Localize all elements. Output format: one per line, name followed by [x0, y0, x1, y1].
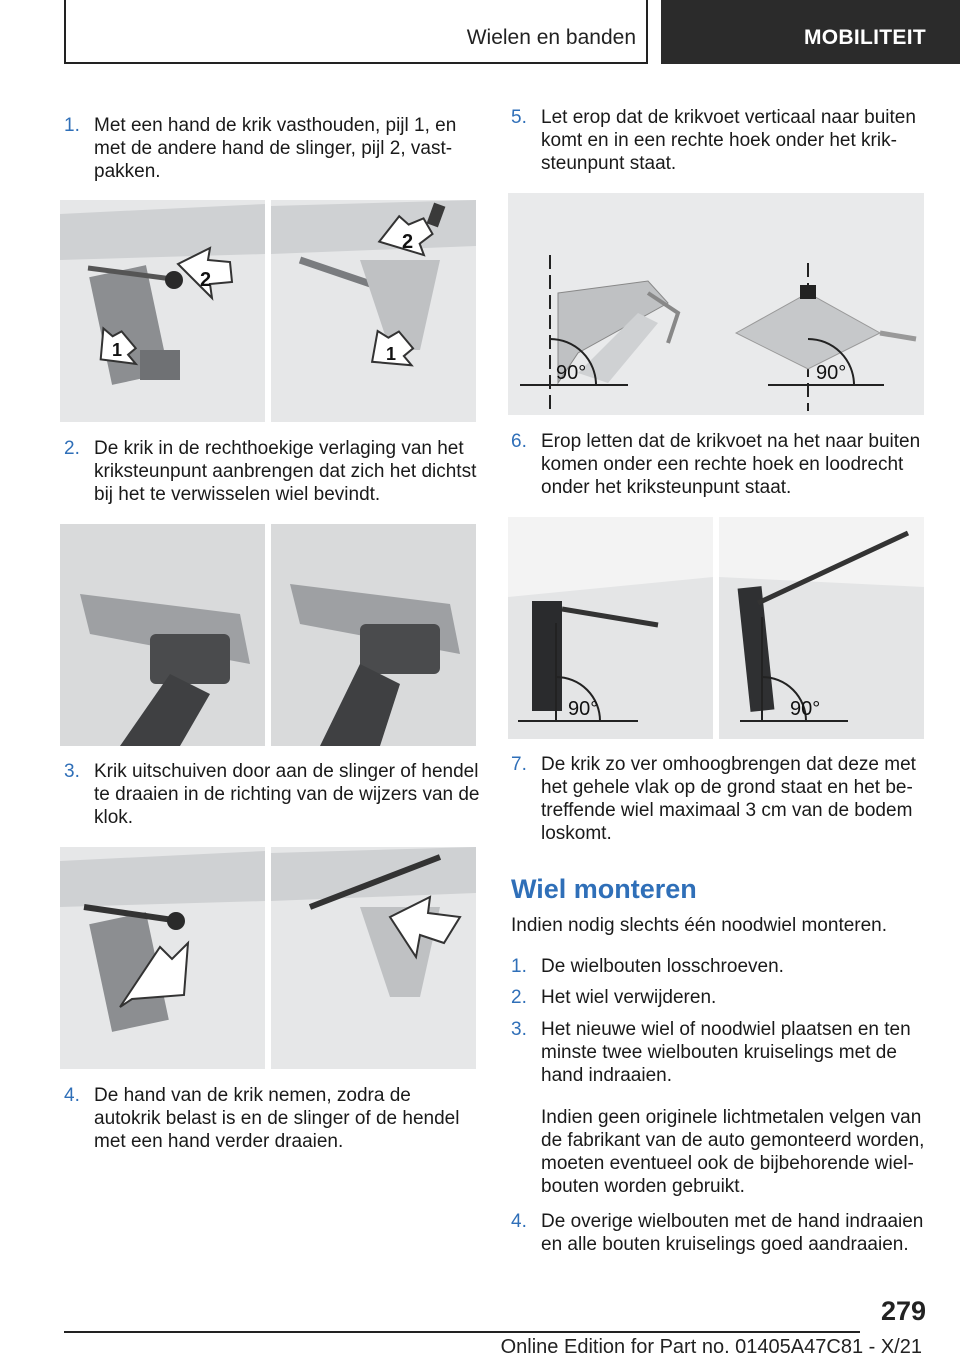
- step-number: 2.: [511, 987, 527, 1008]
- section-heading: Wiel monteren: [511, 874, 697, 904]
- step-number: 6.: [511, 431, 527, 452]
- step-number: 3.: [64, 761, 80, 782]
- arrow-label: 1: [386, 344, 397, 364]
- header-chapter-label: MOBILITEIT: [804, 26, 926, 49]
- step-text: Erop letten dat de krikvoet na het naar buiten komen onder een rechte hoek en loodrecht onder het kriksteunpunt staat.: [541, 431, 921, 498]
- step-text: De krik zo ver omhoogbrengen dat deze met het gehele vlak op de grond staat en het betreffende wiel maximaal 3 cm van de bodem loskomt.: [541, 754, 916, 844]
- step-number: 1.: [511, 956, 527, 977]
- header-divider: [646, 0, 648, 64]
- step-text: De krik in de rechthoekige verlaging van het kriksteunpunt aanbrengen dat zich het dichtst bij het te verwisselen wiel bevindt.: [94, 438, 477, 505]
- step-text: Het wiel verwijderen.: [541, 987, 717, 1008]
- header-bottom-rule: [64, 62, 648, 64]
- figure-jack-position: [60, 524, 476, 746]
- arrow-label: 2: [402, 231, 414, 253]
- figure-right-angle-drawing: [508, 193, 924, 415]
- figure-jack-hold: [60, 200, 476, 422]
- step-number: 7.: [511, 754, 527, 775]
- step-text: De hand van de krik nemen, zodra de autokrik belast is en de slinger of de hendel met een hand verder draaien.: [94, 1085, 460, 1152]
- figure-right-angle-photo: [508, 517, 924, 739]
- step-number: 5.: [511, 107, 527, 128]
- step-text: De overige wielbouten met de hand indraaien en alle bouten kruiselings goed aandraaien.: [541, 1211, 924, 1255]
- section-note: Indien geen originele lichtmetalen velgen van de fabrikant van de auto gemonteerd worden, moeten eventueel ook de bijbehorende wielbouten worden gebruikt.: [541, 1107, 925, 1197]
- step-text: Krik uitschuiven door aan de slinger of hendel te draaien in de richting van de wijzers van de klok.: [94, 761, 480, 828]
- step-number: 3.: [511, 1019, 527, 1040]
- angle-label: 90°: [556, 362, 587, 384]
- figure-jack-crank: [60, 847, 476, 1069]
- arrow-label: 2: [200, 269, 212, 291]
- step-text: De wielbouten losschroeven.: [541, 956, 784, 977]
- step-text: Let erop dat de krikvoet verticaal naar buiten komt en in een rechte hoek onder het kriksteunpunt staat.: [541, 107, 916, 174]
- angle-label: 90°: [790, 698, 821, 720]
- step-number: 1.: [64, 115, 80, 136]
- step-text: Met een hand de krik vasthouden, pijl 1, en met de andere hand de slinger, pijl 2, vastpakken.: [94, 115, 457, 182]
- step-number: 2.: [64, 438, 80, 459]
- page-number: 279: [880, 1296, 926, 1326]
- header-chapter-tab[interactable]: [661, 0, 960, 64]
- step-number: 4.: [64, 1085, 80, 1106]
- step-text: Het nieuwe wiel of noodwiel plaatsen en ten minste twee wielbouten kruiselings met de hand indraaien.: [541, 1019, 911, 1086]
- footer-edition: Online Edition for Part no. 01405A47C81 - X/21: [500, 1336, 922, 1358]
- angle-label: 90°: [816, 362, 847, 384]
- footer-rule: [64, 1331, 860, 1333]
- header-section-title[interactable]: Wielen en banden: [466, 26, 636, 49]
- section-intro: Indien nodig slechts één noodwiel monteren.: [511, 915, 888, 936]
- arrow-label: 1: [112, 340, 123, 360]
- angle-label: 90°: [568, 698, 599, 720]
- step-number: 4.: [511, 1211, 527, 1232]
- header-left-rule: [64, 0, 66, 64]
